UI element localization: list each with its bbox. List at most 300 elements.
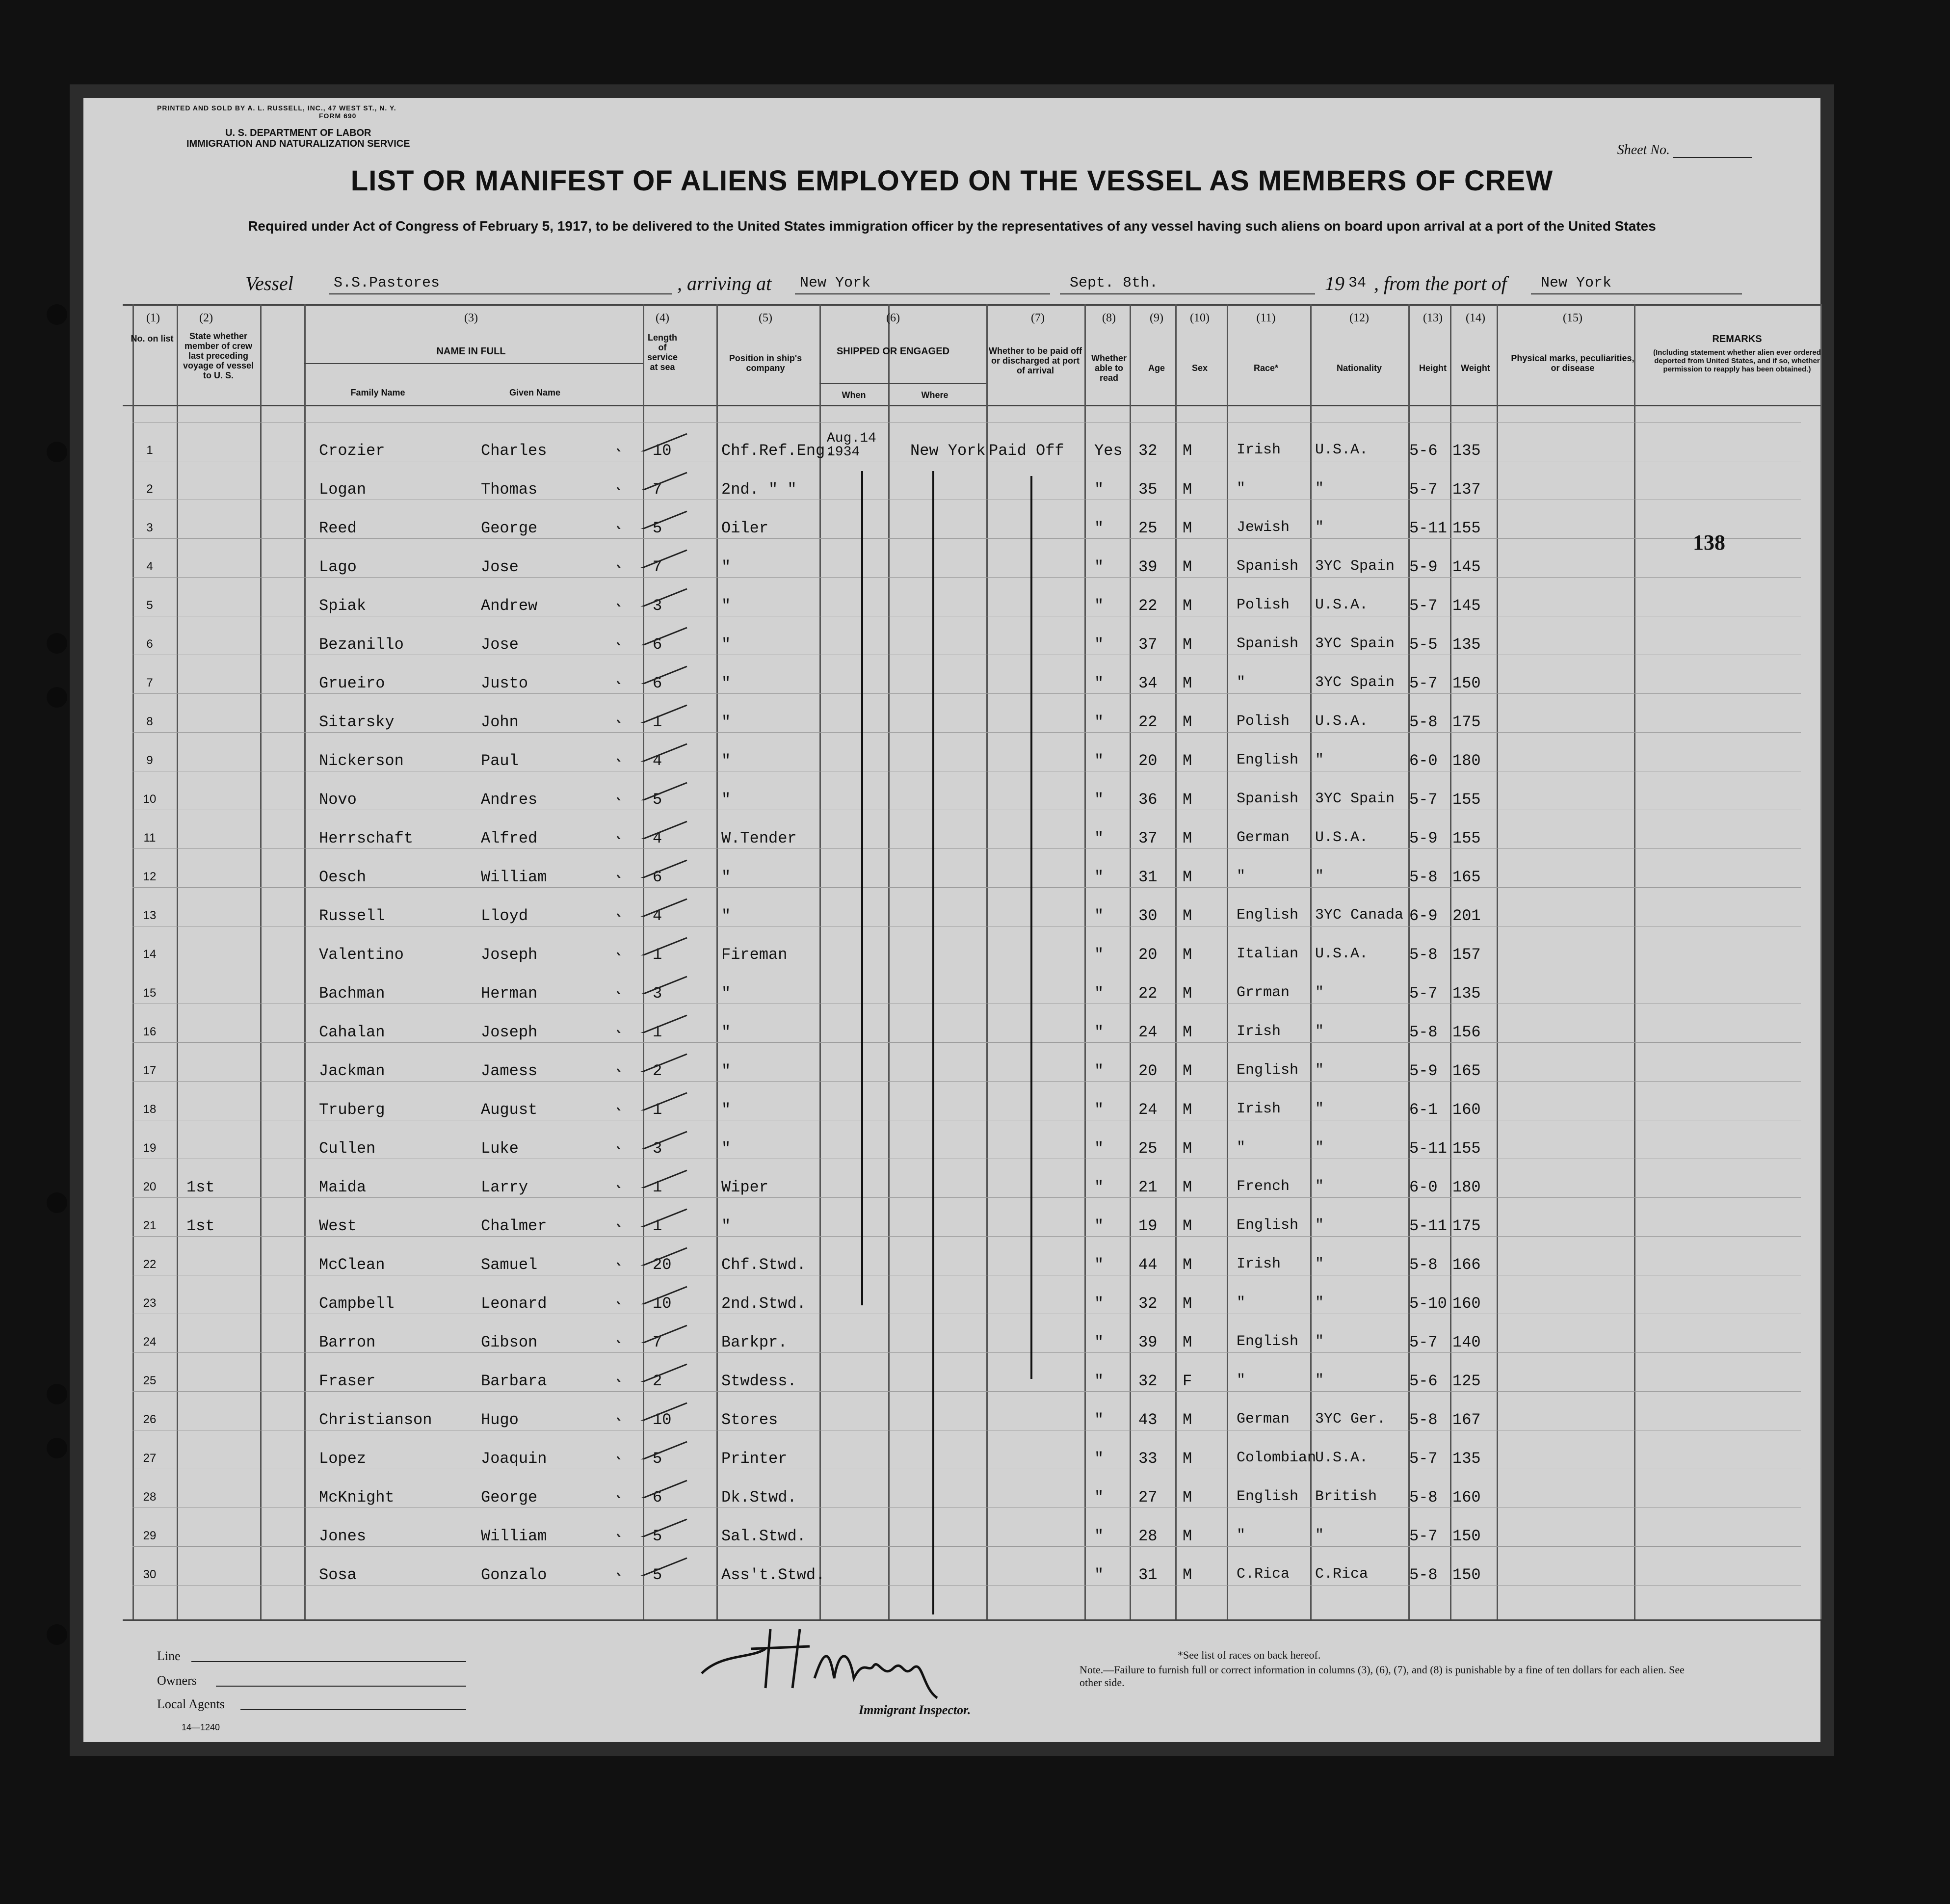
cell-family: McClean [319, 1256, 385, 1274]
column-rule [1130, 304, 1131, 1619]
cell-weight: 135 [1452, 442, 1481, 460]
row-rule [132, 422, 1801, 423]
cell-race: " [1237, 674, 1246, 691]
cell-no: 23 [143, 1296, 157, 1310]
column-rule [1450, 304, 1451, 1619]
check-mark-icon [613, 781, 692, 800]
check-mark-icon [613, 1168, 692, 1188]
col-position: Position in ship's company [729, 353, 802, 373]
cell-height: 6-9 [1409, 907, 1438, 925]
cell-age: 20 [1138, 946, 1158, 964]
column-rule [716, 304, 718, 1619]
check-mark-icon [613, 820, 692, 839]
cell-no: 22 [143, 1258, 157, 1271]
cell-family: Barron [319, 1333, 376, 1351]
cell-race: Spanish [1237, 791, 1299, 807]
cell-weight: 140 [1452, 1333, 1481, 1351]
column-rule [888, 304, 890, 1619]
cell-given: George [481, 519, 538, 537]
binder-hole [47, 442, 67, 462]
cell-age: 30 [1138, 907, 1158, 925]
cell-height: 5-8 [1409, 946, 1438, 964]
cell-nat: " [1315, 1295, 1324, 1311]
cell-race: Jewish [1237, 519, 1290, 536]
cell-read: " [1094, 1372, 1104, 1390]
cell-given: Charles [481, 442, 547, 460]
cell-read: " [1094, 597, 1104, 615]
inspector-signature [692, 1619, 967, 1703]
cell-length: 4 [653, 752, 662, 770]
check-mark-icon [613, 858, 692, 878]
printer-imprint [157, 104, 396, 120]
cell-race: Spanish [1237, 635, 1299, 652]
cell-position: " [721, 674, 731, 692]
cell-sex: M [1183, 791, 1192, 809]
cell-race: English [1237, 752, 1299, 768]
cell-family: Valentino [319, 946, 404, 964]
cell-length: 5 [653, 519, 662, 537]
department-block [186, 128, 410, 149]
cell-position: " [721, 1062, 731, 1080]
col-weight: Weight [1461, 363, 1490, 373]
document-title: LIST OR MANIFEST OF ALIENS EMPLOYED ON THE VESSEL AS MEMBERS OF CREW [350, 165, 1554, 197]
cell-nat: U.S.A. [1315, 1450, 1369, 1466]
col-8-number: (8) [1102, 312, 1116, 324]
check-mark-icon [613, 936, 692, 955]
cell-age: 22 [1138, 713, 1158, 731]
cell-position: " [721, 984, 731, 1003]
cell-given: Jose [481, 558, 519, 576]
cell-age: 19 [1138, 1217, 1158, 1235]
binder-hole [47, 1384, 67, 1404]
cell-race: Irish [1237, 442, 1281, 458]
column-rule [1310, 304, 1312, 1619]
col-name-in-full: NAME IN FULL [436, 346, 506, 357]
cell-sex: M [1183, 1178, 1192, 1196]
cell-sex: M [1183, 1101, 1192, 1119]
cell-height: 6-0 [1409, 1178, 1438, 1196]
cell-family: Spiak [319, 597, 367, 615]
column-rule [819, 304, 821, 1619]
check-mark-icon [613, 432, 692, 451]
cell-height: 5-7 [1409, 1450, 1438, 1468]
cell-given: Hugo [481, 1411, 519, 1429]
cell-length: 1 [653, 1101, 662, 1119]
cell-given: Joseph [481, 1023, 538, 1041]
cell-given: Joseph [481, 946, 538, 964]
cell-weight: 175 [1452, 1217, 1481, 1235]
sub-header-rule [819, 383, 986, 384]
cell-race: Spanish [1237, 558, 1299, 575]
binder-hole [47, 304, 67, 325]
cell-no: 25 [143, 1374, 157, 1387]
col-physical-marks: Physical marks, peculiarities, or disease [1511, 353, 1634, 373]
cell-family: Reed [319, 519, 357, 537]
check-mark-icon [613, 471, 692, 490]
cell-nat: C.Rica [1315, 1566, 1369, 1583]
check-mark-icon [613, 703, 692, 723]
cell-given: William [481, 868, 547, 886]
cell-length: 4 [653, 829, 662, 847]
check-mark-icon [613, 1013, 692, 1033]
cell-family: Lago [319, 558, 357, 576]
col-remarks: REMARKS [1712, 334, 1762, 344]
cell-no: 13 [143, 909, 157, 922]
cell-family: Fraser [319, 1372, 376, 1390]
printer-line: PRINTED AND SOLD BY A. L. RUSSELL, INC., 47 WEST ST., N. Y. [157, 104, 396, 112]
col-14-number: (14) [1466, 312, 1485, 324]
cell-family: Bachman [319, 984, 385, 1003]
cell-age: 39 [1138, 1333, 1158, 1351]
cell-sex: M [1183, 1023, 1192, 1041]
cell-race: " [1237, 1139, 1246, 1156]
cell-when: Aug.14 1934 [827, 431, 876, 460]
cell-height: 6-0 [1409, 752, 1438, 770]
cell-age: 27 [1138, 1488, 1158, 1507]
cell-position: Fireman [721, 946, 788, 964]
footer-owners-label: Owners [157, 1673, 197, 1688]
cell-position: " [721, 713, 731, 731]
cell-family: Oesch [319, 868, 367, 886]
col-no-on-list: No. on list [131, 334, 174, 344]
check-mark-icon [613, 509, 692, 529]
cell-age: 31 [1138, 1566, 1158, 1584]
col-remarks-note: (Including statement whether alien ever ordered deported from United States, and if so, whether permission to reapply has been obtained.) [1653, 348, 1821, 373]
cell-nat: U.S.A. [1315, 597, 1369, 613]
cell-position: Chf.Stwd. [721, 1256, 806, 1274]
cell-weight: 160 [1452, 1101, 1481, 1119]
row-rule [132, 887, 1801, 888]
cell-no: 30 [143, 1568, 157, 1581]
cell-read: " [1094, 984, 1104, 1003]
cell-no: 9 [146, 754, 153, 767]
cell-read: " [1094, 1295, 1104, 1313]
cell-given: Gibson [481, 1333, 538, 1351]
cell-height: 6-1 [1409, 1101, 1438, 1119]
cell-no: 15 [143, 986, 157, 1000]
footer-agents-underline [240, 1709, 466, 1710]
cell-weight: 160 [1452, 1488, 1481, 1507]
cell-position: " [721, 1217, 731, 1235]
cell-weight: 180 [1452, 752, 1481, 770]
cell-sex: M [1183, 674, 1192, 692]
col-paid-off: Whether to be paid off or discharged at port of arrival [989, 346, 1082, 375]
cell-age: 35 [1138, 480, 1158, 499]
ditto-line-when [861, 471, 863, 1305]
cell-given: Luke [481, 1139, 519, 1158]
cell-length: 1 [653, 1178, 662, 1196]
cell-read: " [1094, 480, 1104, 499]
cell-height: 5-8 [1409, 1566, 1438, 1584]
cell-age: 32 [1138, 1372, 1158, 1390]
cell-family: Sosa [319, 1566, 357, 1584]
cell-weight: 150 [1452, 1566, 1481, 1584]
cell-weight: 166 [1452, 1256, 1481, 1274]
cell-paid: Paid Off [989, 442, 1064, 460]
cell-no: 14 [143, 948, 157, 961]
cell-race: English [1237, 1488, 1299, 1505]
col-5-number: (5) [759, 312, 772, 324]
cell-length: 3 [653, 1139, 662, 1158]
cell-height: 5-8 [1409, 1023, 1438, 1041]
col-state-whether: State whether member of crew last preceding voyage of vessel to U. S. [183, 331, 254, 380]
binder-hole [47, 1438, 67, 1458]
row-rule [132, 1507, 1801, 1508]
binder-hole [47, 1192, 67, 1213]
cell-weight: 180 [1452, 1178, 1481, 1196]
cell-race: Irish [1237, 1101, 1281, 1117]
cell-race: " [1237, 868, 1246, 885]
cell-position: " [721, 1139, 731, 1158]
cell-length: 6 [653, 868, 662, 886]
cell-position: 2nd.Stwd. [721, 1295, 806, 1313]
cell-height: 5-8 [1409, 1411, 1438, 1429]
cell-sex: M [1183, 907, 1192, 925]
cell-length: 10 [653, 1295, 672, 1313]
col-15-number: (15) [1563, 312, 1582, 324]
form-number: FORM 690 [319, 112, 357, 120]
cell-length: 20 [653, 1256, 672, 1274]
cell-given: Paul [481, 752, 519, 770]
row-rule [132, 538, 1801, 539]
col-6-number: (6) [886, 312, 900, 324]
cell-length: 6 [653, 674, 662, 692]
remark-count: 138 [1693, 530, 1725, 555]
cell-weight: 167 [1452, 1411, 1481, 1429]
row-rule [132, 1391, 1801, 1392]
date-underline [1060, 272, 1315, 294]
cell-length: 6 [653, 1488, 662, 1507]
col-3-number: (3) [464, 312, 478, 324]
cell-length: 1 [653, 713, 662, 731]
cell-nat: " [1315, 1333, 1324, 1350]
cell-read: Yes [1094, 442, 1123, 460]
cell-nat: 3YC Spain [1315, 635, 1395, 652]
cell-weight: 145 [1452, 558, 1481, 576]
check-mark-icon [613, 664, 692, 684]
cell-family: Sitarsky [319, 713, 395, 731]
cell-height: 5-6 [1409, 1372, 1438, 1390]
cell-age: 20 [1138, 1062, 1158, 1080]
cell-no: 20 [143, 1180, 157, 1193]
table-bottom-rule [123, 1619, 1820, 1621]
cell-weight: 160 [1452, 1295, 1481, 1313]
col-13-number: (13) [1423, 312, 1443, 324]
cell-no: 26 [143, 1413, 157, 1426]
row-rule [132, 848, 1801, 849]
cell-height: 5-5 [1409, 635, 1438, 654]
cell-sex: M [1183, 1256, 1192, 1274]
cell-nat: U.S.A. [1315, 946, 1369, 962]
cell-sex: M [1183, 1295, 1192, 1313]
cell-nat: 3YC Spain [1315, 674, 1395, 691]
footer-owners-underline [216, 1686, 466, 1687]
cell-nat: " [1315, 1062, 1324, 1079]
col-age: Age [1148, 363, 1165, 373]
cell-given: Chalmer [481, 1217, 547, 1235]
check-mark-icon [613, 587, 692, 607]
cell-position: 2nd. " " [721, 480, 797, 499]
cell-given: Lloyd [481, 907, 528, 925]
column-rule [304, 304, 306, 1619]
cell-prev: 1st [186, 1217, 215, 1235]
row-rule [132, 1042, 1801, 1043]
col-nationality: Nationality [1336, 363, 1382, 373]
arriving-underline [795, 272, 1050, 294]
cell-age: 25 [1138, 519, 1158, 537]
cell-weight: 155 [1452, 519, 1481, 537]
cell-length: 1 [653, 1217, 662, 1235]
column-rule [1634, 304, 1635, 1619]
cell-length: 7 [653, 1333, 662, 1351]
cell-weight: 201 [1452, 907, 1481, 925]
cell-read: " [1094, 1062, 1104, 1080]
column-rule [1175, 304, 1177, 1619]
column-rule [1497, 304, 1498, 1619]
cell-race: " [1237, 480, 1246, 497]
cell-length: 5 [653, 791, 662, 809]
row-rule [132, 577, 1801, 578]
cell-position: " [721, 868, 731, 886]
cell-prev: 1st [186, 1178, 215, 1196]
departure-port: New York [1541, 275, 1612, 291]
cell-age: 36 [1138, 791, 1158, 809]
cell-length: 2 [653, 1372, 662, 1390]
col-able-read: Whether able to read [1091, 353, 1127, 383]
cell-sex: M [1183, 1139, 1192, 1158]
cell-age: 44 [1138, 1256, 1158, 1274]
check-mark-icon [613, 975, 692, 994]
cell-nat: " [1315, 1023, 1324, 1040]
cell-no: 2 [146, 482, 153, 496]
cell-read: " [1094, 829, 1104, 847]
col-12-number: (12) [1349, 312, 1369, 324]
cell-family: Bezanillo [319, 635, 404, 654]
cell-length: 7 [653, 558, 662, 576]
cell-height: 5-11 [1409, 519, 1447, 537]
cell-position: " [721, 1023, 731, 1041]
cell-family: Maida [319, 1178, 367, 1196]
year-prefix: 19 [1325, 272, 1344, 294]
footer-agents-label: Local Agents [157, 1697, 225, 1711]
cell-sex: M [1183, 713, 1192, 731]
cell-family: Russell [319, 907, 385, 925]
cell-nat: " [1315, 519, 1324, 536]
cell-given: Samuel [481, 1256, 538, 1274]
inspector-label: Immigrant Inspector. [859, 1703, 971, 1717]
cell-no: 16 [143, 1025, 157, 1038]
cell-race: Polish [1237, 713, 1290, 730]
cell-height: 5-7 [1409, 791, 1438, 809]
cell-read: " [1094, 1411, 1104, 1429]
cell-read: " [1094, 674, 1104, 692]
col-race: Race* [1253, 363, 1279, 373]
check-mark-icon [613, 897, 692, 917]
cell-height: 5-7 [1409, 597, 1438, 615]
cell-family: Herrschaft [319, 829, 414, 847]
cell-read: " [1094, 1217, 1104, 1235]
row-rule [132, 1546, 1801, 1547]
cell-height: 5-6 [1409, 442, 1438, 460]
cell-position: " [721, 907, 731, 925]
cell-weight: 125 [1452, 1372, 1481, 1390]
cell-family: Novo [319, 791, 357, 809]
cell-race: " [1237, 1372, 1246, 1389]
department-name: U. S. DEPARTMENT OF LABOR [225, 128, 371, 138]
cell-family: Nickerson [319, 752, 404, 770]
column-rule [643, 304, 644, 1619]
cell-no: 7 [146, 676, 153, 689]
cell-age: 39 [1138, 558, 1158, 576]
cell-no: 21 [143, 1219, 157, 1232]
cell-read: " [1094, 558, 1104, 576]
cell-given: Jose [481, 635, 519, 654]
cell-sex: M [1183, 1411, 1192, 1429]
cell-sex: M [1183, 442, 1192, 460]
col-2-number: (2) [199, 312, 213, 324]
cell-length: 3 [653, 984, 662, 1003]
cell-position: Stwdess. [721, 1372, 797, 1390]
check-mark-icon [613, 1401, 692, 1421]
cell-nat: " [1315, 1139, 1324, 1156]
cell-position: Printer [721, 1450, 788, 1468]
cell-no: 17 [143, 1064, 157, 1077]
cell-family: West [319, 1217, 357, 1235]
cell-given: George [481, 1488, 538, 1507]
cell-length: 1 [653, 1023, 662, 1041]
cell-sex: M [1183, 1488, 1192, 1507]
cell-position: W.Tender [721, 829, 797, 847]
cell-weight: 135 [1452, 635, 1481, 654]
cell-no: 5 [146, 599, 153, 612]
cell-family: Lopez [319, 1450, 367, 1468]
cell-age: 37 [1138, 635, 1158, 654]
service-name: IMMIGRATION AND NATURALIZATION SERVICE [186, 138, 410, 149]
cell-age: 28 [1138, 1527, 1158, 1545]
cell-position: " [721, 1101, 731, 1119]
cell-nat: " [1315, 1101, 1324, 1117]
check-mark-icon [613, 548, 692, 568]
cell-race: English [1237, 1333, 1299, 1350]
ditto-line-where [932, 471, 934, 1614]
cell-read: " [1094, 946, 1104, 964]
cell-given: Justo [481, 674, 528, 692]
cell-nat: U.S.A. [1315, 713, 1369, 730]
vessel-name: S.S.Pastores [334, 275, 440, 291]
footer-line-label: Line [157, 1649, 181, 1663]
cell-given: Andrew [481, 597, 538, 615]
cell-nat: 3YC Spain [1315, 558, 1395, 575]
cell-read: " [1094, 1333, 1104, 1351]
cell-nat: " [1315, 1372, 1324, 1389]
manifest-sheet [83, 98, 1820, 1742]
cell-nat: " [1315, 1217, 1324, 1234]
cell-race: Italian [1237, 946, 1299, 962]
cell-race: C.Rica [1237, 1566, 1290, 1583]
cell-family: Christianson [319, 1411, 432, 1429]
cell-height: 5-7 [1409, 984, 1438, 1003]
port-underline [1531, 272, 1742, 294]
cell-sex: M [1183, 558, 1192, 576]
cell-family: Cullen [319, 1139, 376, 1158]
cell-nat: " [1315, 1178, 1324, 1195]
cell-nat: U.S.A. [1315, 442, 1369, 458]
col-where: Where [921, 390, 949, 400]
cell-family: Jackman [319, 1062, 385, 1080]
col-when: When [842, 390, 866, 400]
cell-age: 20 [1138, 752, 1158, 770]
cell-read: " [1094, 907, 1104, 925]
